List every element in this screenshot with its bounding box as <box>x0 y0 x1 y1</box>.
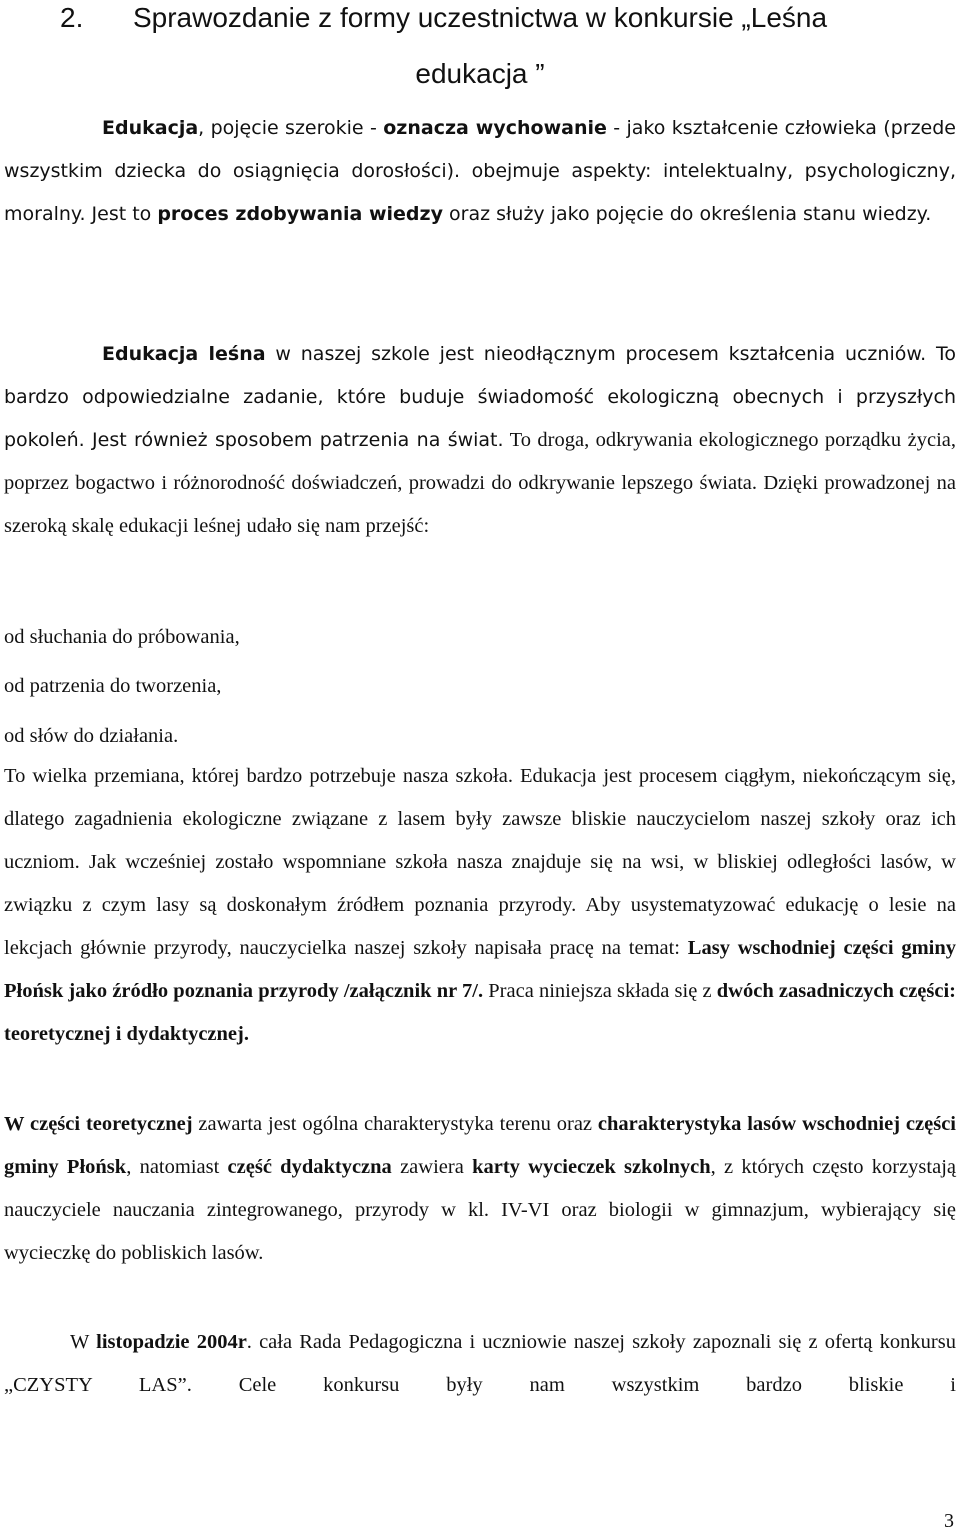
list-item: od słów do działania. <box>4 725 179 747</box>
term-theory-part: W części teoretycznej <box>4 1113 193 1135</box>
term-wychowanie: oznacza wychowanie <box>383 117 607 139</box>
term-proces: proces zdobywania wiedzy <box>157 203 443 225</box>
term-november-2004: listopadzie 2004r <box>96 1331 247 1353</box>
page-number: 3 <box>944 1510 954 1532</box>
term-forest-characteristics: charakterystyka lasów wschodniej części gminy Płońsk <box>4 1113 956 1178</box>
attachment-title: Lasy wschodniej części gminy Płońsk jako źródło poznania przyrody /załącznik nr 7/. <box>4 937 956 1002</box>
term-didactic-part: część dydaktyczna <box>227 1156 392 1178</box>
theory-text-3: zawiera <box>391 1156 473 1178</box>
change-paragraph <box>4 755 956 1056</box>
november-paragraph <box>4 1321 956 1407</box>
forest-education-paragraph <box>4 333 956 548</box>
theory-paragraph <box>4 1103 956 1275</box>
intro-paragraph <box>4 107 956 236</box>
theory-text-1: zawarta jest ogólna charakterystyka terenu oraz <box>192 1113 598 1135</box>
section-heading <box>50 0 910 46</box>
section-title-line1: Sprawozdanie z formy uczestnictwa w konkursie „Leśna <box>132 2 828 33</box>
list-item: od słuchania do próbowania, <box>4 626 240 648</box>
november-text-1: W <box>70 1331 97 1353</box>
theory-text-2: , natomiast <box>126 1156 228 1178</box>
section-title-line2-text: edukacja ” <box>415 58 545 89</box>
change-text-2: Praca niniejsza składa się z <box>483 980 717 1002</box>
forest-edu-text-2: To droga, odkrywania ekologicznego porządku życia, poprzez bogactwo i różnorodność doświadczeń, prowadzi do odkrywanie lepszego świata. Dzięki prowadzonej na szeroką skalę edukacji leśnej udało się nam przejść: <box>4 429 956 537</box>
term-two-parts: dwóch zasadniczych części: teoretycznej i dydaktycznej. <box>4 980 956 1045</box>
section-title-line2 <box>50 46 910 102</box>
forest-edu-text-1: w naszej szkole jest nieodłącznym procesem kształcenia uczniów. To bardzo odpowiedzialne zadanie, które buduje świadomość ekologiczną obecnych i przyszłych pokoleń. Jest również sposobem patrzenia na świat. <box>4 343 956 451</box>
term-edukacja: Edukacja <box>102 117 199 139</box>
term-trip-cards: karty wycieczek szkolnych <box>472 1156 711 1178</box>
intro-text-2: - jako kształcenie człowieka (przede wszystkim dziecka do osiągnięcia dorosłości). obejmuje aspekty: intelektualny, psychologiczny, moralny. Jest to <box>4 117 956 225</box>
change-text-1: To wielka przemiana, której bardzo potrzebuje nasza szkoła. Edukacja jest procesem ciągłym, niekończącym się, dlatego zagadnienia ekologiczne związane z lasem były zawsze bliskie nauczycielom naszej szkoły oraz ich uczniom. Jak wcześniej zostało wspomniane szkoła nasza znajduje się na wsi, w bliskiej odległości lasów, w związku z czym lasy są doskonałym źródłem poznania przyrody. Aby usystematyzować edukację o lesie na lekcjach głównie przyrody, nauczycielka naszej szkoły napisała pracę na temat: <box>4 765 956 959</box>
list-item: od patrzenia do tworzenia, <box>4 675 222 697</box>
intro-text-1: , pojęcie szerokie - <box>198 117 384 139</box>
theory-text-4: , z których często korzystają nauczyciele nauczania zintegrowanego, przyrody w kl. IV-VI oraz biologii w gimnazjum, wybierający się wycieczkę do pobliskich lasów. <box>4 1156 956 1264</box>
november-text-2: . cała Rada Pedagogiczna i uczniowie naszej szkoły zapoznali się z ofertą konkursu „CZYSTY LAS”. Cele konkursu były nam wszystkim bardzo bliskie i <box>4 1331 956 1396</box>
term-edukacja-lesna: Edukacja leśna <box>102 343 266 365</box>
section-number: 2. <box>60 2 84 33</box>
intro-text-3: oraz służy jako pojęcie do określenia stanu wiedzy. <box>442 203 932 225</box>
